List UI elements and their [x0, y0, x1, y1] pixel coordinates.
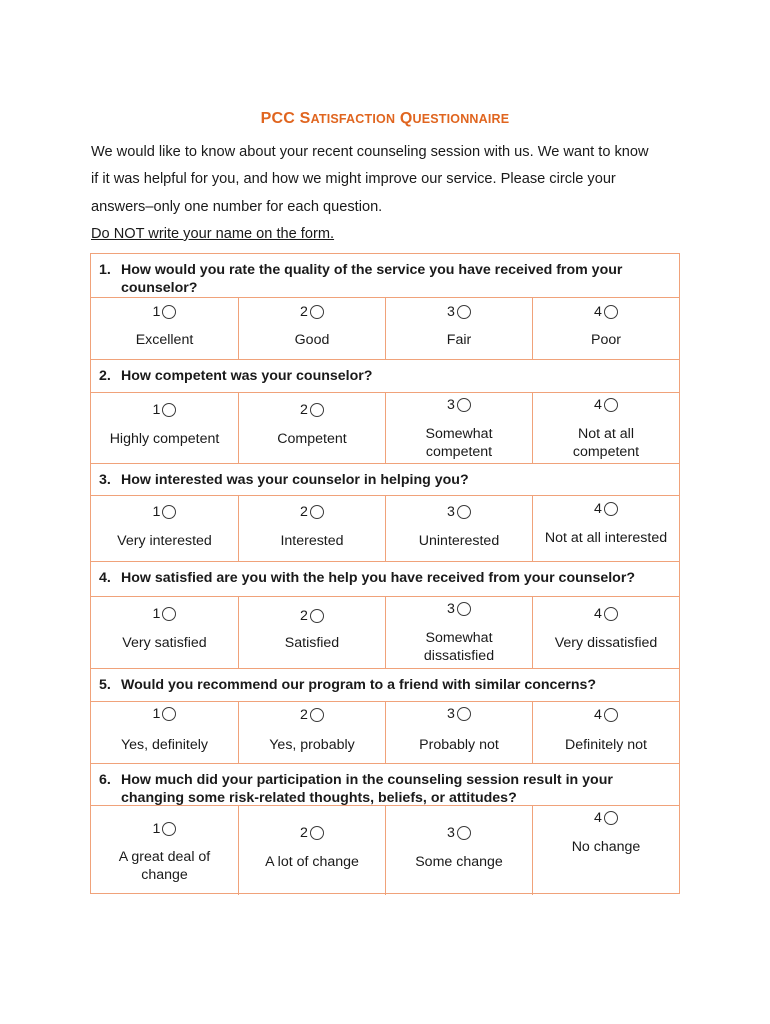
- option-number: 1: [152, 821, 161, 837]
- option-3[interactable]: [385, 806, 532, 895]
- option-2[interactable]: [238, 597, 385, 669]
- question-2: [91, 359, 679, 392]
- radio-circle-icon[interactable]: [162, 822, 176, 836]
- option-label: Uninterested: [418, 533, 500, 549]
- option-4[interactable]: [532, 496, 679, 562]
- question-number: 5.: [99, 677, 111, 693]
- option-label: Fair: [446, 332, 472, 348]
- question-text: How much did your participation in the counseling session result in your changing some risk-related thoughts, beliefs, or attitudes?: [121, 772, 613, 806]
- intro-line-1: We would like to know about your recent counseling session with us. We want to know: [91, 144, 649, 160]
- radio-circle-icon[interactable]: [310, 708, 324, 722]
- option-1[interactable]: [91, 806, 238, 895]
- radio-circle-icon[interactable]: [162, 505, 176, 519]
- radio-circle-icon[interactable]: [162, 707, 176, 721]
- option-label: Interested: [280, 533, 344, 549]
- answer-row-3: [91, 495, 679, 562]
- option-number: 2: [300, 608, 308, 624]
- option-2[interactable]: [238, 393, 385, 464]
- option-label: A lot of change: [265, 854, 359, 870]
- option-number: 3: [447, 397, 455, 413]
- option-label: Highly competent: [109, 431, 220, 447]
- option-2[interactable]: [238, 702, 385, 764]
- option-number: 1: [152, 504, 161, 520]
- option-number: 4: [594, 304, 602, 320]
- option-3[interactable]: [385, 393, 532, 464]
- option-label: Satisfied: [284, 635, 340, 651]
- option-number: 4: [594, 397, 602, 413]
- option-label: Good: [294, 332, 330, 348]
- option-number: 2: [300, 504, 308, 520]
- answer-row-2: [91, 392, 679, 464]
- answer-row-1: [91, 297, 679, 360]
- option-3[interactable]: [385, 702, 532, 764]
- option-label: Definitely not: [564, 737, 647, 753]
- option-label: Very dissatisfied: [554, 635, 658, 651]
- option-4[interactable]: [532, 702, 679, 764]
- option-label: A great deal of change: [118, 849, 211, 883]
- radio-circle-icon[interactable]: [604, 398, 618, 412]
- page-title: PCC SATISFACTION QUESTIONNAIRE: [260, 110, 510, 127]
- question-text: How interested was your counselor in helping you?: [121, 472, 469, 488]
- question-6: [91, 763, 679, 806]
- question-5: [91, 668, 679, 701]
- questionnaire-table: [90, 253, 680, 894]
- radio-circle-icon[interactable]: [457, 505, 471, 519]
- option-label: Very satisfied: [122, 635, 207, 651]
- option-number: 4: [594, 810, 602, 826]
- radio-circle-icon[interactable]: [162, 607, 176, 621]
- option-1[interactable]: [91, 597, 238, 669]
- option-number: 2: [300, 402, 308, 418]
- radio-circle-icon[interactable]: [457, 305, 471, 319]
- option-number: 2: [300, 825, 308, 841]
- option-number: 3: [447, 706, 455, 722]
- option-1[interactable]: [91, 496, 238, 562]
- option-label: Probably not: [419, 737, 499, 753]
- option-number: 2: [300, 707, 308, 723]
- question-text: Would you recommend our program to a friend with similar concerns?: [121, 677, 597, 693]
- option-number: 4: [594, 707, 602, 723]
- option-number: 4: [594, 501, 602, 517]
- radio-circle-icon[interactable]: [604, 811, 618, 825]
- radio-circle-icon[interactable]: [162, 403, 176, 417]
- option-2[interactable]: [238, 496, 385, 562]
- option-label: No change: [571, 839, 641, 855]
- radio-circle-icon[interactable]: [310, 305, 324, 319]
- question-text: How would you rate the quality of the service you have received from your counselor?: [121, 262, 623, 296]
- option-number: 1: [152, 706, 161, 722]
- option-1[interactable]: [91, 393, 238, 464]
- radio-circle-icon[interactable]: [457, 707, 471, 721]
- option-1[interactable]: [91, 298, 238, 360]
- radio-circle-icon[interactable]: [310, 505, 324, 519]
- option-3[interactable]: [385, 496, 532, 562]
- option-label: Somewhat dissatisfied: [423, 630, 495, 664]
- radio-circle-icon[interactable]: [457, 602, 471, 616]
- question-number: 2.: [99, 368, 111, 384]
- option-3[interactable]: [385, 597, 532, 669]
- option-4[interactable]: [532, 393, 679, 464]
- option-label: Excellent: [135, 332, 194, 348]
- option-label: Yes, definitely: [120, 737, 209, 753]
- radio-circle-icon[interactable]: [604, 305, 618, 319]
- question-number: 4.: [99, 570, 111, 586]
- answer-row-4: [91, 596, 679, 669]
- option-3[interactable]: [385, 298, 532, 360]
- question-number: 3.: [99, 472, 111, 488]
- question-1: [91, 254, 679, 298]
- radio-circle-icon[interactable]: [310, 826, 324, 840]
- answer-row-5: [91, 701, 679, 764]
- option-label: Some change: [415, 854, 503, 870]
- question-number: 6.: [99, 772, 111, 788]
- option-4[interactable]: [532, 597, 679, 669]
- option-number: 3: [447, 601, 455, 617]
- intro-line-2: if it was helpful for you, and how we might improve our service. Please circle your: [91, 171, 616, 187]
- question-number: 1.: [99, 262, 111, 278]
- radio-circle-icon[interactable]: [604, 607, 618, 621]
- radio-circle-icon[interactable]: [457, 826, 471, 840]
- question-text: How satisfied are you with the help you have received from your counselor?: [121, 570, 636, 586]
- option-label: Poor: [591, 332, 621, 348]
- option-4[interactable]: [532, 806, 679, 895]
- option-label: Competent: [277, 431, 347, 447]
- option-number: 4: [594, 606, 602, 622]
- option-number: 1: [152, 304, 161, 320]
- name-notice: Do NOT write your name on the form.: [91, 226, 335, 242]
- option-label: Yes, probably: [269, 737, 355, 753]
- option-number: 3: [447, 825, 455, 841]
- radio-circle-icon[interactable]: [457, 398, 471, 412]
- question-3: [91, 463, 679, 495]
- option-2[interactable]: [238, 806, 385, 895]
- radio-circle-icon[interactable]: [604, 502, 618, 516]
- answer-row-6: [91, 805, 679, 895]
- intro-line-3: answers–only one number for each question.: [91, 199, 383, 215]
- option-label: Somewhat competent: [425, 426, 493, 460]
- option-number: 1: [152, 606, 161, 622]
- option-label: Very interested: [117, 533, 212, 549]
- option-number: 3: [447, 304, 455, 320]
- option-label: Not at all competent: [572, 426, 640, 460]
- radio-circle-icon[interactable]: [310, 609, 324, 623]
- option-2[interactable]: [238, 298, 385, 360]
- option-4[interactable]: [532, 298, 679, 360]
- radio-circle-icon[interactable]: [310, 403, 324, 417]
- question-4: [91, 561, 679, 596]
- option-1[interactable]: [91, 702, 238, 764]
- radio-circle-icon[interactable]: [162, 305, 176, 319]
- option-number: 3: [447, 504, 455, 520]
- option-number: 1: [152, 402, 161, 418]
- radio-circle-icon[interactable]: [604, 708, 618, 722]
- option-label: Not at all interested: [544, 530, 668, 546]
- option-number: 2: [300, 304, 308, 320]
- question-text: How competent was your counselor?: [121, 368, 373, 384]
